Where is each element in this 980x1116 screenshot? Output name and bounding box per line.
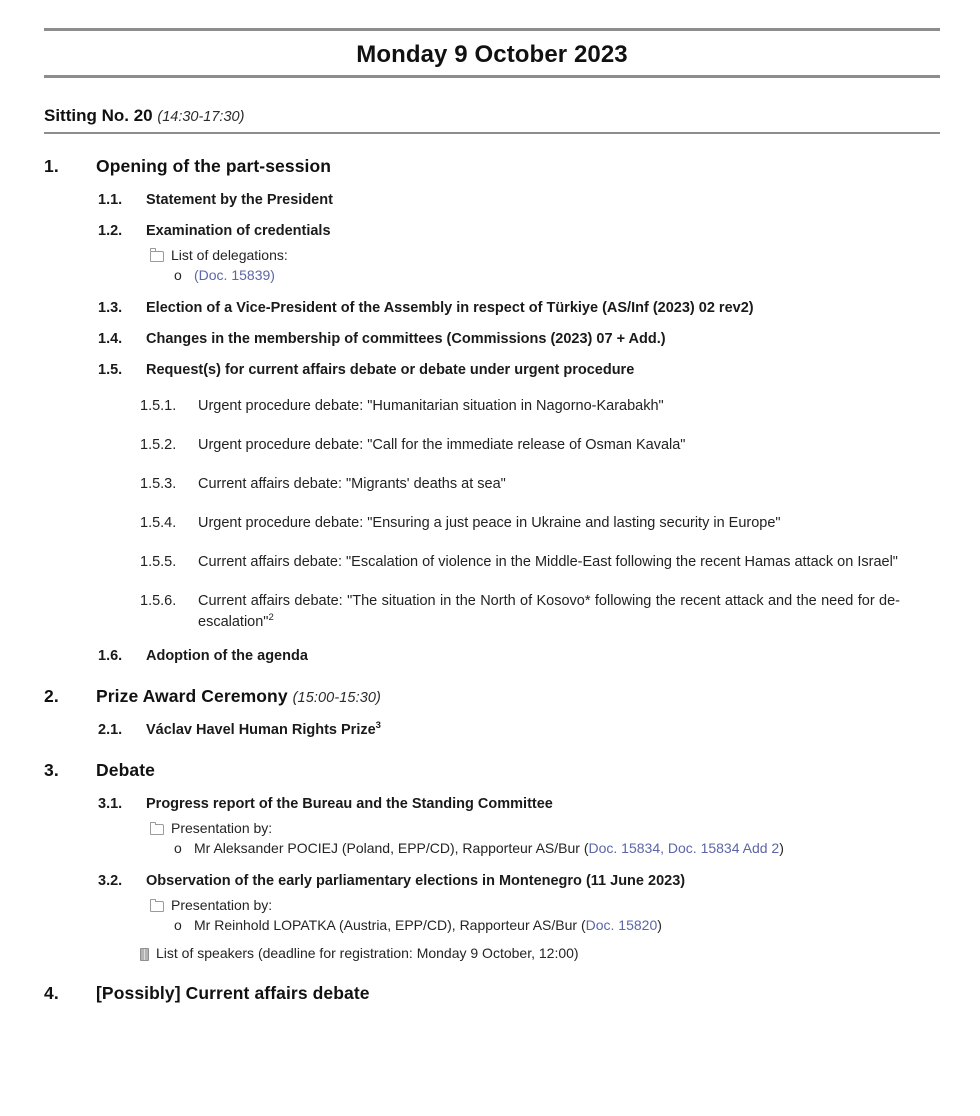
doc-15839-row (174, 265, 880, 285)
agenda-item-2-time: (15:00-15:30) (292, 690, 381, 706)
folder-icon (150, 824, 164, 835)
rapporteur-pociej-name: Mr Aleksander POCIEJ (Poland, EPP/CD), Rapporteur AS/Bur ( (194, 840, 589, 856)
agenda-item-1-5-6-footnote: 2 (268, 612, 274, 624)
sitting-heading (44, 106, 940, 130)
page-title: Monday 9 October 2023 (356, 41, 628, 68)
agenda-item-1-1-title: Statement by the President (146, 191, 333, 208)
sitting-rule (44, 132, 940, 134)
bullet-marker: o (174, 917, 182, 934)
agenda-item-1-5-5 (140, 552, 900, 573)
agenda-item-4-number: 4. (44, 982, 59, 1003)
agenda-item-2-1 (98, 722, 940, 738)
agenda-item-1-5-2 (140, 435, 900, 456)
agenda-item-1-5-3-number: 1.5.3. (140, 475, 177, 492)
agenda-item-1-4-title: Changes in the membership of committees (Commissions (2023) 07 + Add.) (146, 330, 666, 347)
agenda-item-1-5-4 (140, 513, 900, 534)
agenda-item-1-5-2-text: Urgent procedure debate: "Call for the immediate release of Osman Kavala" (198, 436, 686, 453)
agenda-item-2 (44, 686, 940, 707)
sitting-time: (14:30-17:30) (157, 108, 245, 125)
agenda-item-3-1-number: 3.1. (98, 796, 123, 812)
sitting-block (44, 106, 940, 134)
agenda-item-1-number: 1. (44, 155, 59, 176)
agenda-item-2-1-footnote: 3 (375, 720, 381, 732)
agenda-item-1-5-6-number: 1.5.6. (140, 592, 177, 609)
agenda-item-1-5-3 (140, 474, 900, 495)
sitting-label: Sitting No. 20 (44, 105, 153, 125)
list-of-delegations-row (150, 247, 940, 263)
agenda-item-3-2-number: 3.2. (98, 873, 123, 890)
agenda-item-1-5-2-number: 1.5.2. (140, 436, 177, 453)
agenda-item-1-3 (98, 300, 940, 316)
rapporteur-lopatka-text (194, 915, 662, 935)
agenda-item-1-title: Opening of the part-session (96, 155, 332, 176)
document-page (0, 28, 980, 1116)
folder-icon (150, 251, 164, 262)
agenda-item-3-title: Debate (96, 760, 155, 780)
agenda-item-3-1-title: Progress report of the Bureau and the Standing Committee (146, 796, 553, 812)
agenda-item-4-title: [Possibly] Current affairs debate (96, 982, 370, 1003)
agenda-item-2-title-wrap (96, 686, 940, 707)
rapporteur-lopatka-row (174, 915, 880, 935)
doc-link-separator: , (660, 840, 668, 856)
doc-close-paren: ) (657, 917, 662, 934)
rapporteur-lopatka-name: Mr Reinhold LOPATKA (Austria, EPP/CD), Rapporteur AS/Bur ( (194, 917, 586, 934)
agenda-item-3-1 (98, 796, 940, 812)
agenda-item-1-4 (98, 331, 940, 347)
agenda-item-1-3-title: Election of a Vice-President of the Assembly in respect of Türkiye (AS/Inf (2023) 02 rev2) (146, 299, 754, 316)
doc-15834-add2-link[interactable]: Doc. 15834 Add 2 (667, 840, 780, 856)
agenda-item-3-number: 3. (44, 760, 59, 780)
agenda-item-1-5-6-text-wrap (198, 591, 900, 633)
agenda-item-3-2 (98, 873, 940, 889)
agenda-item-1-6-title: Adoption of the agenda (146, 648, 308, 664)
doc-15820-link[interactable]: Doc. 15820 (585, 917, 658, 934)
agenda-item-1-4-number: 1.4. (98, 330, 123, 347)
agenda-item-1-5 (98, 362, 940, 378)
agenda-item-3 (44, 760, 940, 781)
agenda-item-2-1-number: 2.1. (98, 722, 123, 738)
agenda-item-1-5-3-text: Current affairs debate: "Migrants' deaths at sea" (198, 475, 506, 492)
doc-15834-link[interactable]: Doc. 15834 (588, 840, 661, 856)
agenda-item-1-5-1 (140, 396, 900, 417)
bullet-marker: o (174, 840, 182, 856)
presentation-by-row-2 (150, 897, 940, 913)
agenda-item-1-2-number: 1.2. (98, 222, 123, 239)
folder-icon (150, 901, 164, 912)
agenda-item-2-1-title-wrap (146, 722, 940, 738)
presentation-by-row-1 (150, 820, 940, 836)
agenda-item-1-2 (98, 223, 940, 239)
agenda-item-1-6-number: 1.6. (98, 648, 123, 664)
rapporteur-pociej-text (194, 838, 784, 858)
agenda-item-1-1 (98, 192, 940, 208)
book-icon (140, 948, 149, 961)
doc-15839-link[interactable]: (Doc. 15839) (194, 266, 275, 283)
agenda-item-1-6 (98, 648, 940, 664)
agenda-item-1-1-number: 1.1. (98, 191, 123, 208)
presentation-by-label-1: Presentation by: (171, 820, 273, 836)
doc-close-paren: ) (779, 840, 784, 856)
agenda-item-2-1-title: Václav Havel Human Rights Prize (146, 722, 376, 738)
agenda-item-3-2-title: Observation of the early parliamentary elections in Montenegro (11 June 2023) (146, 873, 686, 890)
list-of-delegations-label: List of delegations: (171, 246, 288, 263)
agenda-item-2-number: 2. (44, 686, 59, 706)
agenda-item-1-5-4-number: 1.5.4. (140, 514, 177, 531)
bullet-marker: o (174, 266, 182, 283)
agenda-item-1-5-number: 1.5. (98, 361, 123, 378)
agenda-item-1-5-5-number: 1.5.5. (140, 553, 177, 570)
agenda-item-1 (44, 156, 940, 177)
agenda-item-1-5-6 (140, 591, 900, 633)
presentation-by-label-2: Presentation by: (171, 897, 273, 914)
header-top-rule (44, 28, 940, 31)
rapporteur-pociej-row (174, 838, 880, 858)
agenda-item-1-5-6-text: Current affairs debate: "The situation in the North of Kosovo* following the recent attack and the need for de-escalation" (198, 592, 900, 630)
agenda-item-1-5-1-text: Urgent procedure debate: "Humanitarian situation in Nagorno-Karabakh" (198, 397, 664, 414)
agenda-item-1-3-number: 1.3. (98, 299, 123, 316)
agenda-item-1-5-5-text: Current affairs debate: "Escalation of violence in the Middle-East following the recent Hamas attack on Israel" (198, 553, 898, 570)
agenda-item-4 (44, 983, 940, 1004)
agenda-item-1-2-title: Examination of credentials (146, 222, 331, 239)
agenda-item-1-5-1-number: 1.5.1. (140, 397, 177, 414)
agenda-item-1-5-title: Request(s) for current affairs debate or debate under urgent procedure (146, 361, 635, 378)
list-of-speakers-label: List of speakers (deadline for registration: Monday 9 October, 12:00) (156, 944, 579, 961)
agenda-item-2-title: Prize Award Ceremony (96, 686, 288, 706)
header-bottom-rule (44, 75, 940, 78)
list-of-speakers-row (140, 945, 940, 961)
agenda-item-1-5-4-text: Urgent procedure debate: "Ensuring a just peace in Ukraine and lasting security in Europe" (198, 514, 781, 531)
